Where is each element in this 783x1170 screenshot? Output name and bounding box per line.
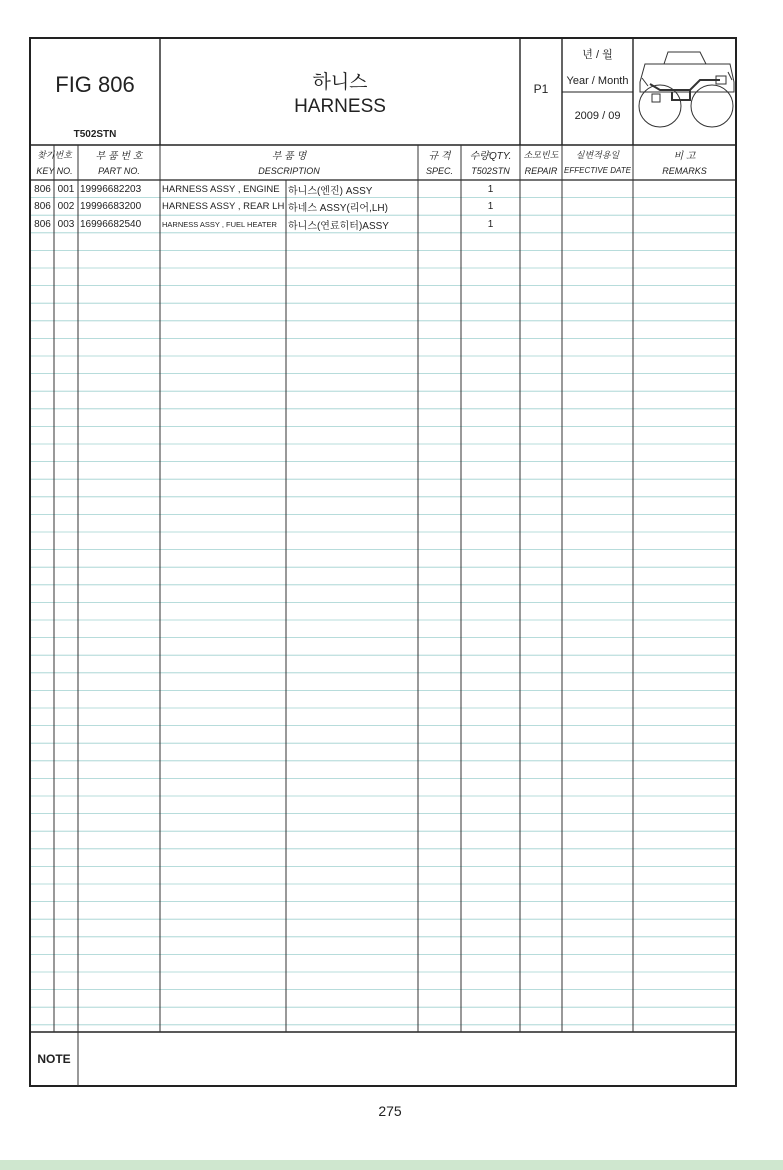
key-number-group: 806 xyxy=(34,218,51,230)
key-number-item: 003 xyxy=(57,218,75,230)
page-number: 275 xyxy=(378,1103,402,1119)
repair-value xyxy=(520,216,562,233)
key-number-group: 806 xyxy=(34,201,51,213)
quantity-value: 1 xyxy=(487,201,494,213)
date-label-korean: 년 / 월 xyxy=(582,49,613,61)
description-korean: 하니스(엔진) ASSY xyxy=(288,185,373,197)
column-heading-english: PART NO. xyxy=(98,165,140,176)
part-number: 19996682203 xyxy=(80,183,142,195)
part-number: 16996682540 xyxy=(80,218,142,230)
column-heading-english: T502STN xyxy=(471,165,510,176)
column-heading-english: REMARKS xyxy=(662,165,707,176)
description-english: HARNESS ASSY , ENGINE xyxy=(162,183,280,195)
key-number-item: 001 xyxy=(57,183,75,195)
effective-date-value xyxy=(562,181,633,198)
part-number: 19996683200 xyxy=(80,201,142,213)
remarks-value xyxy=(633,216,736,233)
column-heading-english: DESCRIPTION xyxy=(258,165,320,176)
remarks-value xyxy=(633,181,736,198)
effective-date-value xyxy=(562,199,633,216)
column-heading-english: REPAIR xyxy=(524,165,558,176)
remarks-value xyxy=(633,199,736,216)
column-heading-korean: 실변적용일 xyxy=(575,150,620,160)
repair-value xyxy=(520,181,562,198)
description-korean: 하니스(연료히터)ASSY xyxy=(288,220,389,232)
effective-date-value xyxy=(562,216,633,233)
ruled-lines xyxy=(31,198,735,1025)
model-code: T502STN xyxy=(73,128,117,140)
title-english: HARNESS xyxy=(294,96,386,117)
date-label-english: Year / Month xyxy=(566,75,629,87)
figure-number: FIG 806 xyxy=(55,72,135,97)
column-heading-korean: 부 품 번 호 xyxy=(95,151,143,162)
note-label: NOTE xyxy=(37,1052,71,1066)
description-korean: 하네스 ASSY(리어,LH) xyxy=(288,203,388,215)
spec-value xyxy=(418,216,461,233)
spec-value xyxy=(418,181,461,198)
key-number-group: 806 xyxy=(34,183,51,195)
column-heading-english: KEY NO. xyxy=(36,165,73,176)
page-code: P1 xyxy=(533,82,549,96)
description-english: HARNESS ASSY , REAR LH xyxy=(162,201,285,213)
column-heading-korean: 소모빈도 xyxy=(523,150,559,160)
tractor-harness-icon xyxy=(639,52,734,127)
column-heading-korean: 부 품 명 xyxy=(271,151,307,162)
column-heading-korean: 규 격 xyxy=(428,151,451,162)
key-number-item: 002 xyxy=(57,201,75,213)
quantity-value: 1 xyxy=(487,183,494,195)
column-heading-english: EFFECTIVE DATE xyxy=(564,166,631,175)
date-value: 2009 / 09 xyxy=(574,110,621,122)
spec-value xyxy=(418,199,461,216)
column-heading-korean: 비 고 xyxy=(673,151,696,162)
quantity-value: 1 xyxy=(487,218,494,230)
column-heading-korean: 수량QTY. xyxy=(469,151,512,162)
description-english: HARNESS ASSY , FUEL HEATER xyxy=(162,219,277,229)
column-rules xyxy=(54,145,633,1086)
column-heading-korean: 찾기번호 xyxy=(37,150,72,160)
title-korean: 하니스 xyxy=(312,71,368,92)
bottom-strip xyxy=(0,1160,783,1170)
repair-value xyxy=(520,199,562,216)
column-heading-english: SPEC. xyxy=(425,165,453,176)
